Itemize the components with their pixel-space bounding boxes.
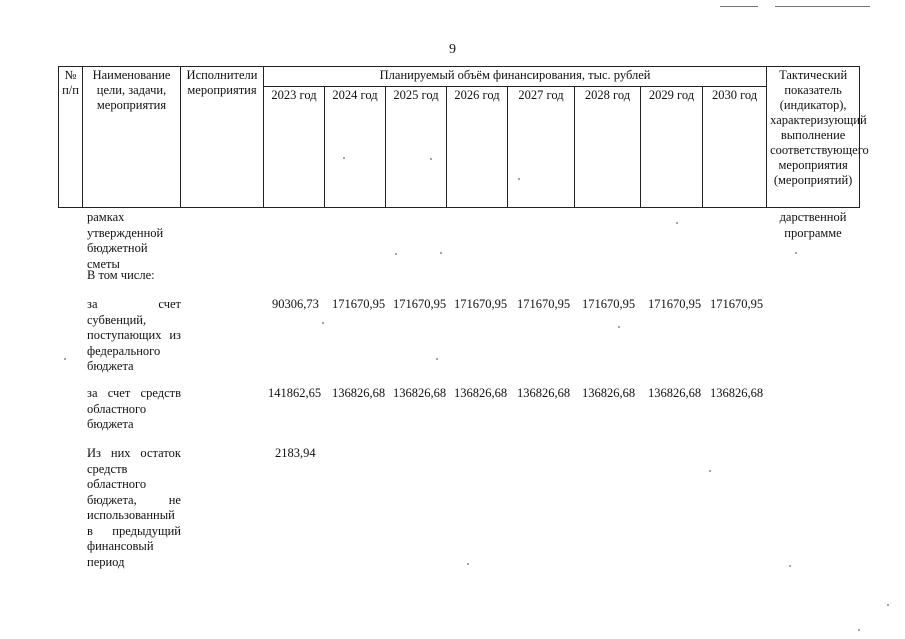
scan-top-line	[775, 6, 870, 7]
header-year-2026: 2026 год	[447, 87, 508, 208]
header-number-column: № п/п	[59, 67, 83, 208]
value-2026: 136826,68	[454, 386, 508, 400]
value-2027: 171670,95	[517, 297, 571, 311]
page-number: 9	[449, 42, 456, 57]
value-2029: 171670,95	[648, 297, 702, 311]
header-year-2024: 2024 год	[325, 87, 386, 208]
header-year-2025: 2025 год	[386, 87, 447, 208]
scan-speck	[440, 252, 442, 254]
scan-speck	[430, 158, 432, 160]
value-2027: 136826,68	[517, 386, 571, 400]
scan-speck	[343, 157, 345, 159]
header-year-2030: 2030 год	[703, 87, 767, 208]
scan-top-line	[720, 6, 758, 7]
scan-speck	[395, 253, 397, 255]
scan-speck	[322, 322, 324, 324]
scan-speck	[795, 252, 797, 254]
value-2023: 141862,65	[268, 386, 322, 400]
value-2025: 136826,68	[393, 386, 447, 400]
row-label-unused-balance: Из них остаток средств областного бюджета, не использованный в предыдущий финансовый период	[87, 446, 181, 569]
header-year-2029: 2029 год	[641, 87, 703, 208]
including-label: В том числе:	[87, 268, 155, 282]
header-name-column: Наименование цели, задачи, мероприятия	[83, 67, 181, 208]
value-2026: 171670,95	[454, 297, 508, 311]
value-2030: 171670,95	[710, 297, 764, 311]
scan-speck	[887, 604, 889, 606]
scan-speck	[64, 358, 66, 360]
scan-speck	[789, 565, 791, 567]
scan-speck	[518, 178, 520, 180]
name-continuation: рамках утвержденной бюджетной сметы	[87, 210, 164, 271]
header-funding-group: Планируемый объём финансирования, тыс. рублей	[264, 67, 767, 87]
scan-speck	[618, 326, 620, 328]
scan-speck	[436, 358, 438, 360]
header-year-2028: 2028 год	[575, 87, 641, 208]
header-indicator-column: Тактический показатель (индикатор), характеризующий выполнение соответствующего мероприятия (мероприятий)	[767, 67, 860, 208]
header-year-2027: 2027 год	[508, 87, 575, 208]
scan-speck	[858, 629, 860, 631]
row-label-regional-budget: за счет средств областного бюджета	[87, 386, 181, 431]
value-2028: 171670,95	[582, 297, 636, 311]
header-year-2023: 2023 год	[264, 87, 325, 208]
value-2028: 136826,68	[582, 386, 636, 400]
indicator-continuation: дарственной программе	[779, 210, 847, 240]
scan-speck	[709, 470, 711, 472]
scan-speck	[676, 222, 678, 224]
value-2023: 2183,94	[275, 446, 316, 460]
row-label-federal-subvention: за счет субвенций, поступающих из федерального бюджета	[87, 297, 181, 373]
header-executors-column: Исполнители мероприятия	[181, 67, 264, 208]
value-2030: 136826,68	[710, 386, 764, 400]
value-2029: 136826,68	[648, 386, 702, 400]
value-2024: 136826,68	[332, 386, 386, 400]
scan-speck	[467, 563, 469, 565]
financing-table-header	[58, 66, 869, 208]
value-2024: 171670,95	[332, 297, 386, 311]
value-2025: 171670,95	[393, 297, 447, 311]
value-2023: 90306,73	[272, 297, 319, 311]
